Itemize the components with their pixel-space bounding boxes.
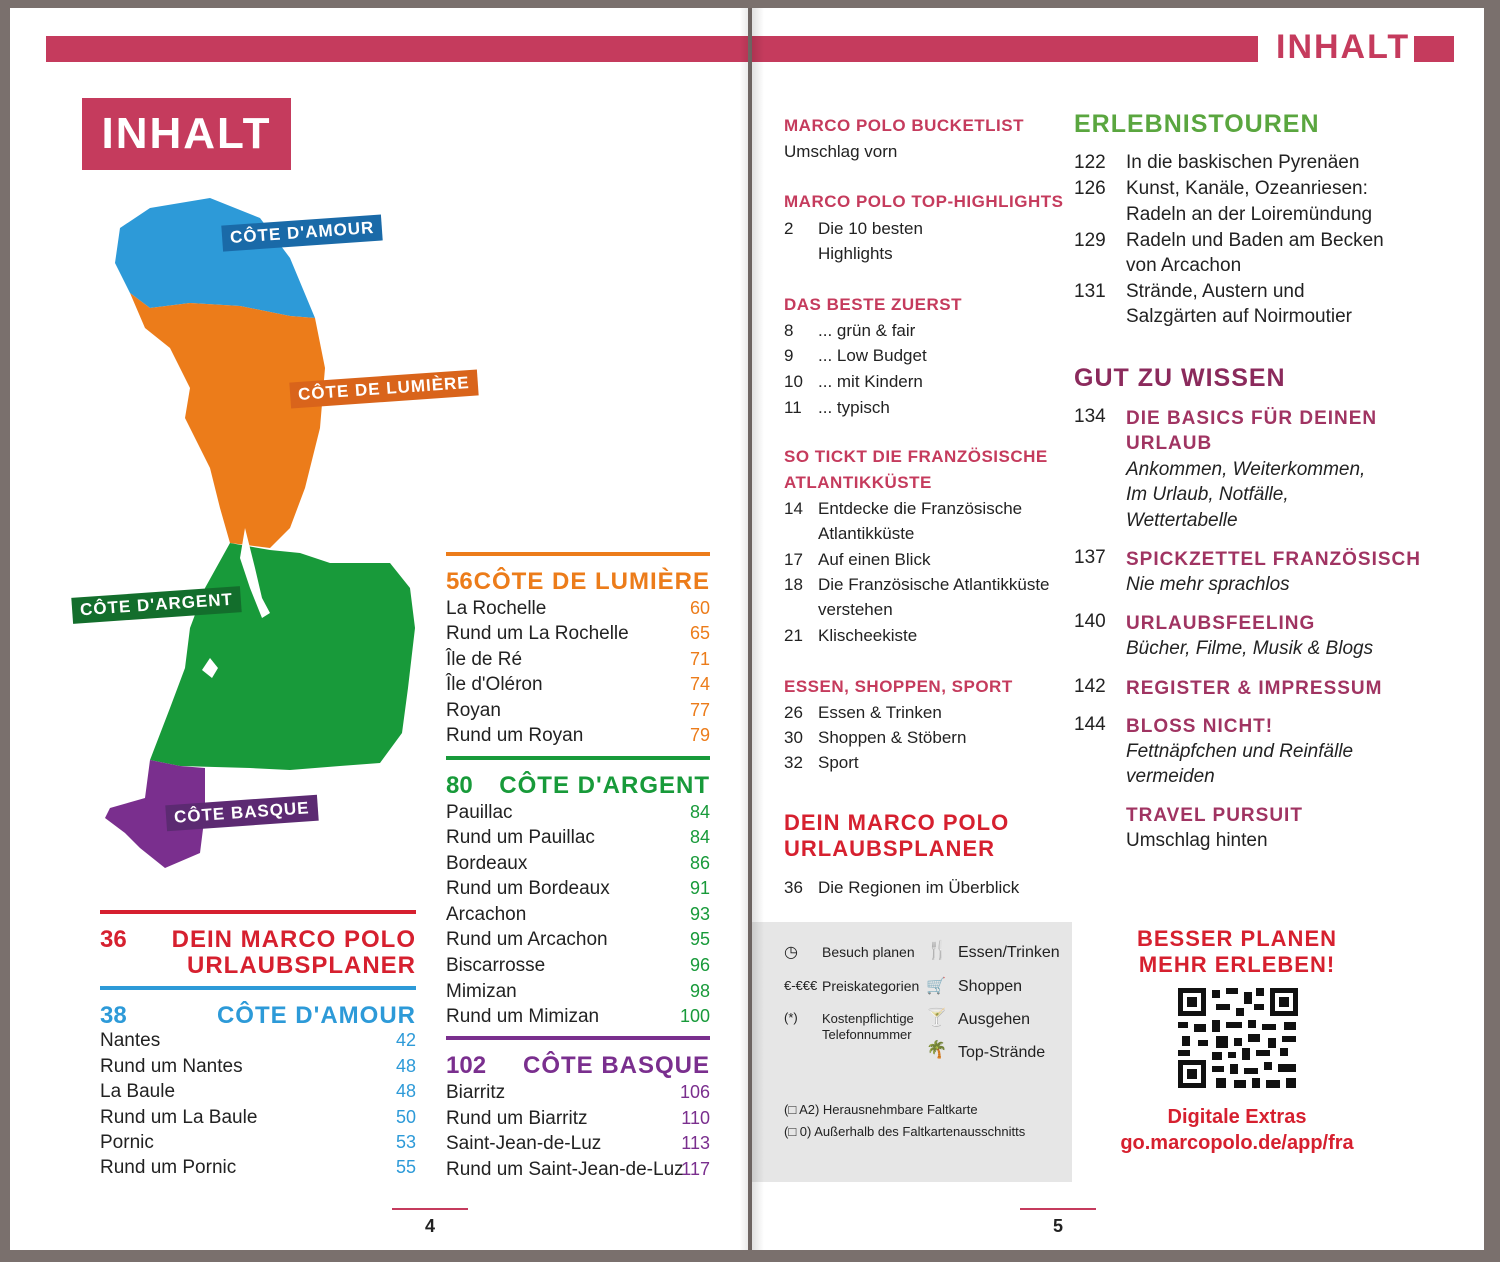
list-item[interactable]: Bordeaux <box>446 853 528 874</box>
legend-price-symbol: €-€€€ <box>784 978 818 993</box>
lumiere-page: 56 <box>446 568 473 595</box>
toc-item[interactable]: Klischeekiste <box>818 626 918 645</box>
toc-num: 126 <box>1074 178 1106 199</box>
list-item[interactable]: Rund um Nantes <box>100 1056 243 1077</box>
list-item-page: 93 <box>689 904 710 924</box>
map-region-lumiere <box>130 293 325 548</box>
planer-title-line2: URLAUBSPLANER <box>784 836 995 861</box>
toc-item[interactable]: ... Low Budget <box>818 346 927 365</box>
tickt-title-line2: ATLANTIKKÜSTE <box>784 473 932 492</box>
toc-item[interactable]: Die Französische Atlantikküste <box>818 575 1050 594</box>
toc-heading[interactable]: DIE BASICS FÜR DEINEN <box>1126 408 1378 429</box>
toc-item-cont: von Arcachon <box>1126 255 1242 276</box>
toc-num: 2 <box>784 219 794 238</box>
list-item[interactable]: Île de Ré <box>446 649 523 670</box>
toc-num: 144 <box>1074 714 1106 735</box>
list-item-page: 60 <box>689 598 710 618</box>
toc-heading[interactable]: REGISTER & IMPRESSUM <box>1126 678 1383 699</box>
toc-num: 11 <box>784 398 802 417</box>
legend-star-symbol: (*) <box>784 1010 798 1025</box>
map-label-basque: CÔTE BASQUE <box>165 795 318 832</box>
list-item-page: 95 <box>689 929 710 949</box>
toc-sub: vermeiden <box>1126 766 1215 787</box>
toc-num: 10 <box>784 372 803 391</box>
qr-code[interactable] <box>1176 986 1300 1090</box>
promo-extras: Digitale Extras <box>1167 1106 1307 1128</box>
list-item-page: 96 <box>689 955 710 975</box>
toc-num: 131 <box>1074 281 1106 302</box>
list-item-page: 117 <box>681 1159 710 1179</box>
right-header: INHALT <box>1276 28 1411 66</box>
legend-phone-line2: Telefonnummer <box>822 1027 912 1042</box>
rule-amour <box>100 986 416 990</box>
list-item[interactable]: Arcachon <box>446 904 527 925</box>
tickt-title-line1: SO TICKT DIE FRANZÖSISCHE <box>784 447 1048 466</box>
list-item[interactable]: Rund um La Rochelle <box>446 623 629 644</box>
toc-item-cont: Atlantikküste <box>818 524 915 543</box>
toc-num: 18 <box>784 575 803 594</box>
legend-box <box>752 922 1072 1182</box>
list-item-page: 79 <box>689 725 710 745</box>
inhalt-title: INHALT <box>101 109 272 158</box>
list-item[interactable]: Biscarrosse <box>446 955 546 976</box>
rule-basque <box>446 1036 710 1040</box>
toc-num: 137 <box>1074 547 1106 568</box>
argent-title: CÔTE D'ARGENT <box>499 772 710 799</box>
list-item-page: 71 <box>689 649 710 669</box>
toc-item[interactable]: In die baskischen Pyrenäen <box>1126 152 1360 173</box>
amour-title: CÔTE D'AMOUR <box>216 1002 416 1029</box>
page-number-right: 5 <box>1052 1216 1063 1236</box>
list-item[interactable]: Rund um Pornic <box>100 1157 237 1178</box>
legend-go: Ausgehen <box>958 1011 1031 1028</box>
list-item-page: 77 <box>689 700 710 720</box>
toc-num: 14 <box>784 499 803 518</box>
list-item-page: 74 <box>689 674 710 694</box>
left-page <box>10 8 748 1250</box>
legend-eat: Essen/Trinken <box>958 944 1060 961</box>
toc-heading[interactable]: BLOSS NICHT! <box>1126 716 1274 737</box>
list-item[interactable]: Rund um Biarritz <box>446 1108 588 1129</box>
list-item[interactable]: Nantes <box>100 1030 161 1051</box>
list-item-page: 53 <box>395 1132 416 1152</box>
list-item-page: 98 <box>689 981 710 1001</box>
cocktail-icon: 🍸 <box>926 1008 948 1027</box>
top-band-right-a <box>752 36 1258 62</box>
toc-num: 30 <box>784 728 803 747</box>
toc-sub: Bücher, Filme, Musik & Blogs <box>1126 638 1374 659</box>
toc-sub: Ankommen, Weiterkommen, <box>1126 459 1366 480</box>
legend-map-a2: (□ A2) Herausnehmbare Faltkarte <box>784 1102 978 1117</box>
toc-sub: Wettertabelle <box>1126 510 1238 531</box>
clock-icon: ◷ <box>784 944 798 961</box>
list-item[interactable]: Pornic <box>100 1132 154 1153</box>
list-item-page: 110 <box>681 1108 710 1128</box>
toc-num: 140 <box>1074 611 1106 632</box>
toc-item-cont: verstehen <box>818 600 893 619</box>
toc-num: 134 <box>1074 406 1106 427</box>
toc-item[interactable]: Die 10 besten <box>818 219 923 238</box>
planer-title-line1: DEIN MARCO POLO <box>784 810 1010 835</box>
toc-sub: Fettnäpfchen und Reinfälle <box>1126 741 1354 762</box>
toc-heading[interactable]: URLAUBSFEELING <box>1126 613 1316 634</box>
toc-item-cont: Highlights <box>818 244 893 263</box>
toc-item-cont: Salzgärten auf Noirmoutier <box>1126 306 1352 327</box>
list-item[interactable]: Biarritz <box>446 1082 506 1103</box>
inhalt-title-box <box>82 98 291 170</box>
palm-tree-icon: 🌴 <box>926 1040 948 1059</box>
rule-lumiere <box>446 552 710 556</box>
map-region-amour <box>115 198 315 318</box>
promo-url[interactable]: go.marcopolo.de/app/fra <box>1120 1132 1354 1154</box>
amour-page: 38 <box>100 1002 127 1029</box>
toc-num: 32 <box>784 753 803 772</box>
list-item-page: 86 <box>689 853 710 873</box>
list-item-page: 84 <box>689 802 710 822</box>
list-item[interactable]: La Baule <box>100 1081 176 1102</box>
list-item[interactable]: Rund um Saint-Jean-de-Luz <box>446 1159 684 1180</box>
list-item-page: 113 <box>681 1133 710 1153</box>
list-item-page: 100 <box>679 1006 710 1026</box>
list-item[interactable]: Saint-Jean-de-Luz <box>446 1133 602 1154</box>
toc-item[interactable]: Essen & Trinken <box>818 703 942 722</box>
toc-item[interactable]: Entdecke die Französische <box>818 499 1023 518</box>
legend-phone-line1: Kostenpflichtige <box>822 1011 914 1026</box>
legend-beach: Top-Strände <box>958 1044 1046 1061</box>
bucketlist-title: MARCO POLO BUCKETLIST <box>784 116 1024 135</box>
toc-item[interactable]: ... typisch <box>818 398 890 417</box>
toc-num: 129 <box>1074 230 1106 251</box>
toc-heading[interactable]: TRAVEL PURSUIT <box>1126 805 1303 826</box>
list-item[interactable]: Royan <box>446 700 501 721</box>
map-label-lumiere: CÔTE DE LUMIÈRE <box>289 369 478 408</box>
legend-price: Preiskategorien <box>822 978 920 994</box>
region-map <box>90 188 430 868</box>
list-item[interactable]: Rund um Pauillac <box>446 827 595 848</box>
promo-line1: BESSER PLANEN <box>1136 926 1338 951</box>
toc-num: 8 <box>784 321 794 340</box>
legend-map-outside: (□ 0) Außerhalb des Faltkartenausschnitts <box>784 1124 1026 1139</box>
top-band-right-b <box>1414 36 1454 62</box>
toc-num: 142 <box>1074 676 1106 697</box>
toc-heading-cont: URLAUB <box>1126 433 1213 454</box>
toc-sub: Umschlag hinten <box>1126 830 1268 851</box>
list-item-page: 91 <box>689 878 710 898</box>
basque-title: CÔTE BASQUE <box>522 1052 710 1079</box>
toc-item[interactable]: Sport <box>818 753 859 772</box>
list-item-page: 48 <box>395 1056 416 1076</box>
book-spine <box>740 8 764 1250</box>
toc-num: 21 <box>784 626 803 645</box>
planner-page: 36 <box>100 926 127 953</box>
list-item[interactable]: Rund um Royan <box>446 725 584 746</box>
list-item-page: 55 <box>395 1157 416 1177</box>
toc-item-cont: Radeln an der Loiremündung <box>1126 204 1373 225</box>
lumiere-title: CÔTE DE LUMIÈRE <box>473 568 710 595</box>
list-item[interactable]: La Rochelle <box>446 598 547 619</box>
rule-argent <box>446 756 710 760</box>
toc-item[interactable]: ... grün & fair <box>818 321 916 340</box>
planner-title-line2: URLAUBSPLANER <box>187 952 416 979</box>
page-number-rule-right <box>1020 1208 1096 1210</box>
page-number-rule-left <box>392 1208 468 1210</box>
essen-title: ESSEN, SHOPPEN, SPORT <box>784 677 1013 696</box>
map-label-argent: CÔTE D'ARGENT <box>71 586 241 624</box>
toc-item[interactable]: Strände, Austern und <box>1126 281 1305 302</box>
promo-line2: MEHR ERLEBEN! <box>1138 952 1336 977</box>
legend-shop: Shoppen <box>958 978 1023 995</box>
fork-knife-icon: 🍴 <box>926 940 949 960</box>
list-item-page: 42 <box>395 1030 416 1050</box>
toc-heading[interactable]: SPICKZETTEL FRANZÖSISCH <box>1126 549 1421 570</box>
list-item-page: 50 <box>395 1107 416 1127</box>
toc-item[interactable]: Shoppen & Stöbern <box>818 728 967 747</box>
list-item[interactable]: Mimizan <box>446 981 517 1002</box>
toc-num: 9 <box>784 346 794 365</box>
toc-item[interactable]: ... mit Kindern <box>818 372 923 391</box>
list-item[interactable]: Rund um Mimizan <box>446 1006 600 1027</box>
toc-item[interactable]: Auf einen Blick <box>818 550 931 569</box>
toc-item[interactable]: Radeln und Baden am Becken <box>1126 230 1384 251</box>
top-band-left <box>46 36 748 62</box>
toc-num: 26 <box>784 703 803 722</box>
argent-page: 80 <box>446 772 473 799</box>
toc-item[interactable]: Kunst, Kanäle, Ozeanriesen: <box>1126 178 1368 199</box>
right-page <box>752 8 1484 1250</box>
list-item-page: 65 <box>689 623 710 643</box>
toc-num: 36 <box>784 878 803 897</box>
list-item[interactable]: Rund um Arcachon <box>446 929 608 950</box>
list-item[interactable]: Rund um Bordeaux <box>446 878 610 899</box>
toc-num: 17 <box>784 550 803 569</box>
rule-planner <box>100 910 416 914</box>
list-item[interactable]: Île d'Oléron <box>446 674 543 695</box>
toc-item[interactable]: Die Regionen im Überblick <box>818 878 1020 897</box>
toc-sub: Im Urlaub, Notfälle, <box>1126 484 1289 505</box>
map-label-amour: CÔTE D'AMOUR <box>221 214 383 251</box>
bucketlist-sub[interactable]: Umschlag vorn <box>784 142 898 161</box>
page-number-left: 4 <box>424 1216 435 1236</box>
planner-title-line1: DEIN MARCO POLO <box>171 926 416 953</box>
list-item-page: 48 <box>395 1081 416 1101</box>
touren-title: ERLEBNISTOUREN <box>1074 110 1320 138</box>
wissen-title: GUT ZU WISSEN <box>1074 364 1286 392</box>
list-item-page: 106 <box>679 1082 710 1102</box>
toc-num: 122 <box>1074 152 1106 173</box>
list-item[interactable]: Rund um La Baule <box>100 1107 258 1128</box>
basque-page: 102 <box>446 1052 487 1079</box>
beste-title: DAS BESTE ZUERST <box>784 295 963 314</box>
legend-visit: Besuch planen <box>822 944 915 960</box>
list-item[interactable]: Pauillac <box>446 802 513 823</box>
highlights-title: MARCO POLO TOP-HIGHLIGHTS <box>784 192 1064 211</box>
list-item-page: 84 <box>689 827 710 847</box>
basket-icon: 🛒 <box>926 978 946 995</box>
map-region-argent <box>150 543 415 770</box>
toc-sub: Nie mehr sprachlos <box>1126 574 1290 595</box>
